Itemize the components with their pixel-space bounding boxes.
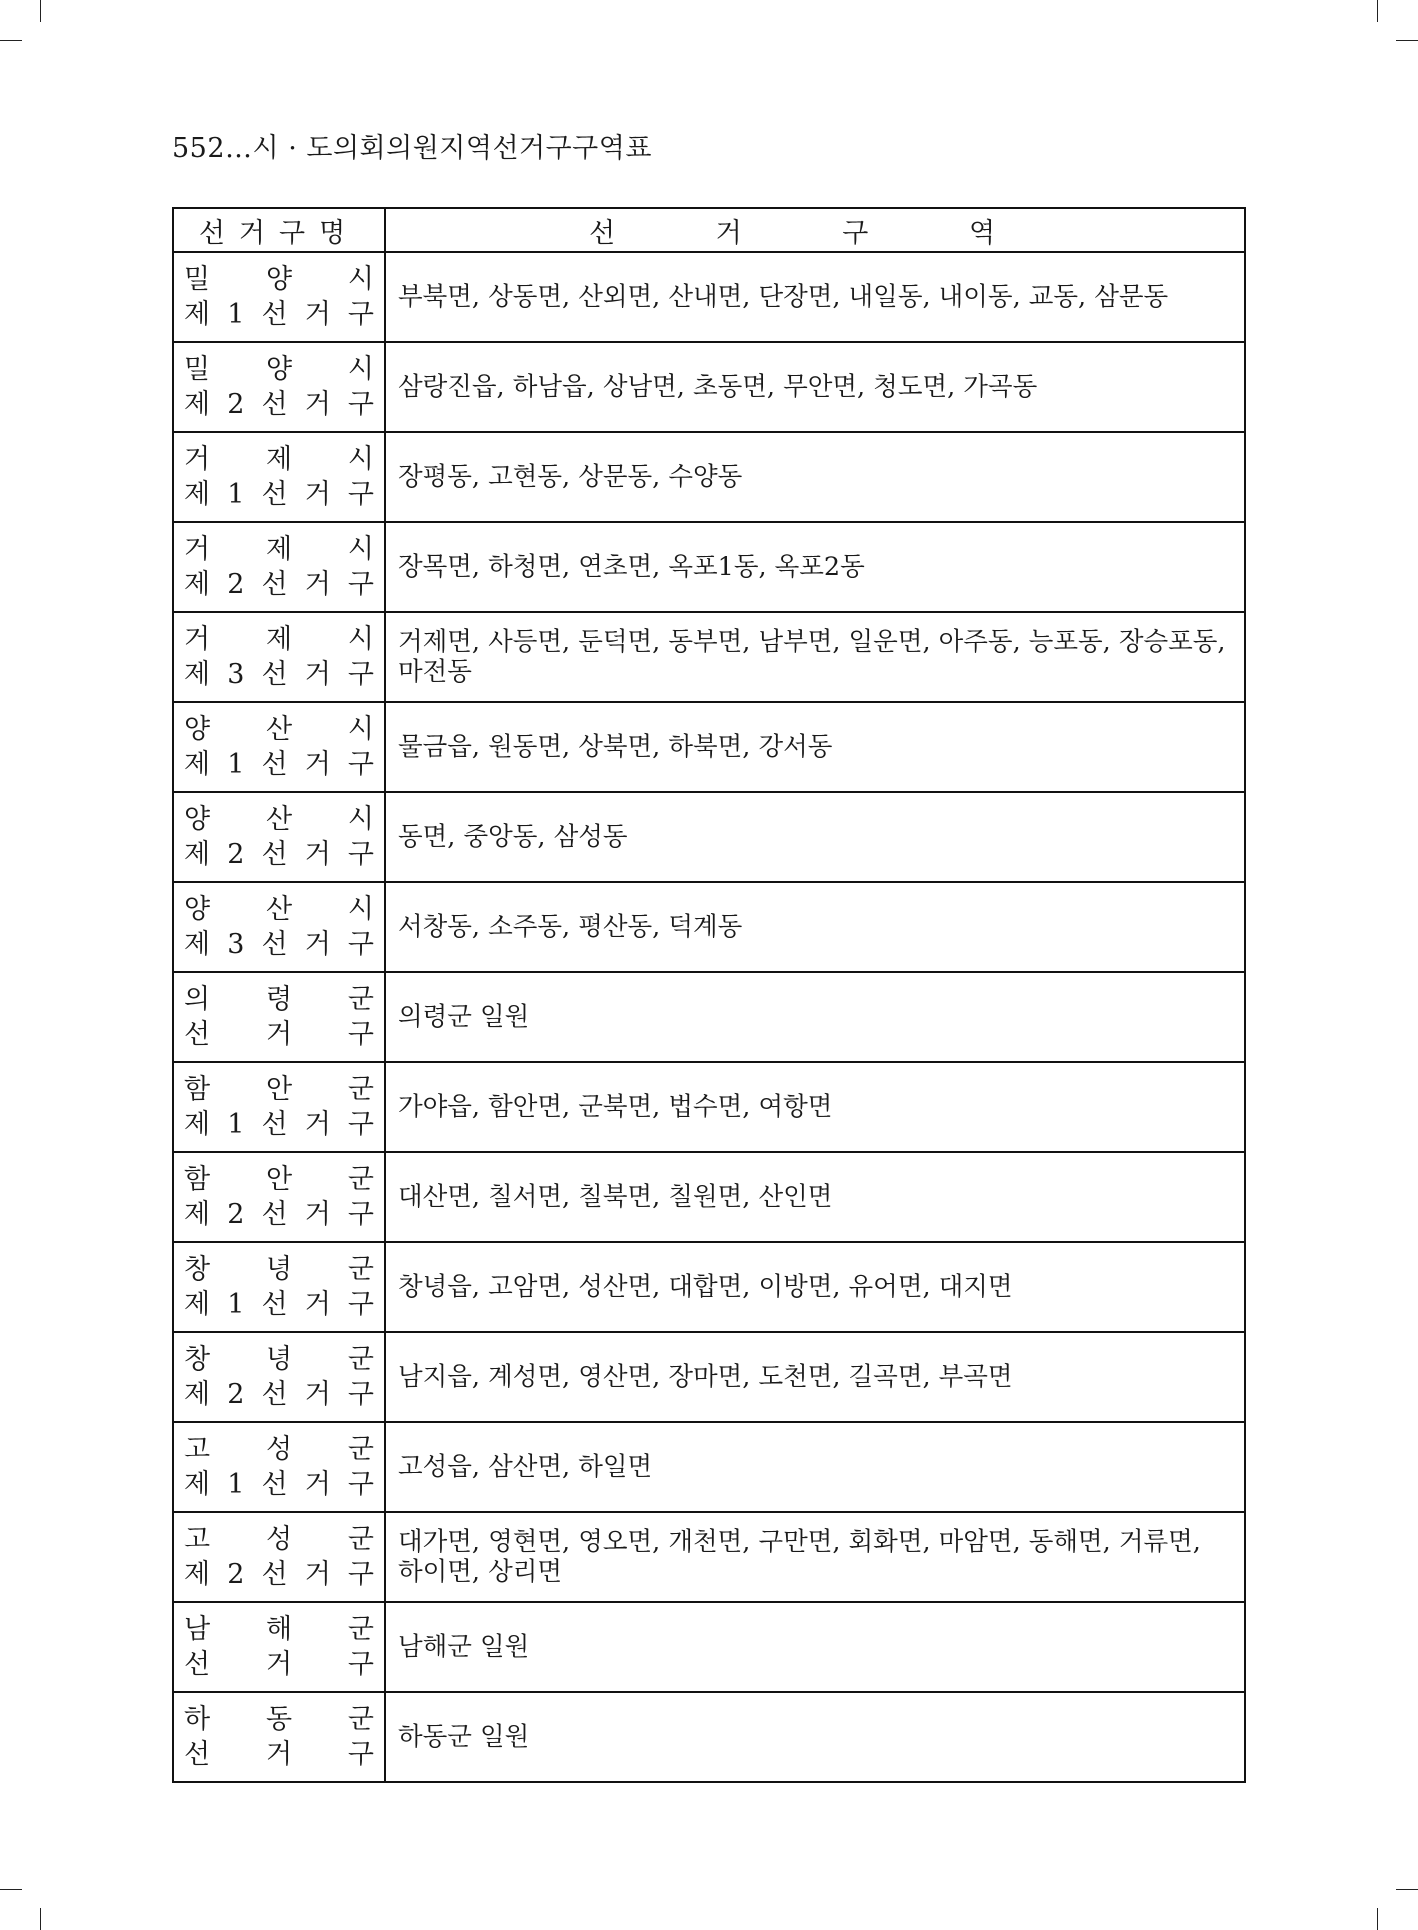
name-char: 산 xyxy=(265,714,293,745)
name-char: 제 xyxy=(265,624,293,655)
name-char: 시 xyxy=(347,804,374,835)
name-char: 거 xyxy=(304,659,331,690)
district-area-cell: 장목면, 하청면, 연초면, 옥포1동, 옥포2동 xyxy=(385,522,1245,612)
name-char: 선 xyxy=(261,929,288,960)
crop-mark xyxy=(40,0,41,22)
district-area-cell: 하동군 일원 xyxy=(385,1692,1245,1782)
district-city-line xyxy=(184,352,374,387)
name-char: 1 xyxy=(227,479,245,510)
name-char: 함 xyxy=(184,1164,211,1195)
name-char: 2 xyxy=(227,1559,245,1590)
name-char: 제 xyxy=(184,929,211,960)
name-char: 거 xyxy=(265,1739,293,1770)
name-char: 거 xyxy=(304,1199,331,1230)
name-char: 구 xyxy=(347,929,374,960)
district-name-cell xyxy=(173,342,385,432)
name-char: 구 xyxy=(347,479,374,510)
district-name-cell xyxy=(173,1242,385,1332)
name-char: 거 xyxy=(265,1649,293,1680)
name-char: 구 xyxy=(347,1109,374,1140)
name-char: 선 xyxy=(261,1469,288,1500)
district-number-line xyxy=(184,657,374,692)
district-area-cell: 창녕읍, 고암면, 성산면, 대합면, 이방면, 유어면, 대지면 xyxy=(385,1242,1245,1332)
name-char: 제 xyxy=(265,534,293,565)
name-char: 거 xyxy=(304,929,331,960)
name-char: 안 xyxy=(265,1074,293,1105)
name-char: 남 xyxy=(184,1614,211,1645)
name-char: 군 xyxy=(347,984,374,1015)
district-name-cell xyxy=(173,1062,385,1152)
name-char: 거 xyxy=(304,1559,331,1590)
name-char: 녕 xyxy=(265,1344,293,1375)
name-char: 구 xyxy=(347,659,374,690)
district-city-line xyxy=(184,802,374,837)
name-char: 제 xyxy=(184,1289,211,1320)
district-name-cell xyxy=(173,522,385,612)
district-name-cell xyxy=(173,1602,385,1692)
name-char: 양 xyxy=(184,804,211,835)
name-char: 거 xyxy=(304,1289,331,1320)
name-char: 선 xyxy=(261,1109,288,1140)
name-char: 시 xyxy=(347,894,374,925)
district-number-line xyxy=(184,1557,374,1592)
name-char: 구 xyxy=(347,1019,374,1050)
name-char: 구 xyxy=(347,839,374,870)
name-char: 창 xyxy=(184,1344,211,1375)
name-char: 거 xyxy=(265,1019,293,1050)
district-name-cell xyxy=(173,1512,385,1602)
name-char: 선 xyxy=(261,389,288,420)
district-area-cell: 남해군 일원 xyxy=(385,1602,1245,1692)
district-city-line xyxy=(184,712,374,747)
name-char: 제 xyxy=(184,749,211,780)
name-char: 1 xyxy=(227,1109,245,1140)
crop-mark xyxy=(1377,1908,1378,1930)
name-char: 양 xyxy=(184,714,211,745)
district-area-cell: 남지읍, 계성면, 영산면, 장마면, 도천면, 길곡면, 부곡면 xyxy=(385,1332,1245,1422)
name-char: 선 xyxy=(261,1289,288,1320)
name-char: 군 xyxy=(347,1524,374,1555)
column-header-district-area: 선 거 구 역 xyxy=(385,208,1245,252)
district-city-line xyxy=(184,262,374,297)
crop-mark xyxy=(1377,0,1378,22)
name-char: 시 xyxy=(347,264,374,295)
district-city-line xyxy=(184,1342,374,1377)
name-char: 거 xyxy=(304,299,331,330)
name-char: 양 xyxy=(265,354,293,385)
name-char: 성 xyxy=(265,1434,293,1465)
district-number-line xyxy=(184,1287,374,1322)
column-header-district-name: 선거구명 xyxy=(173,208,385,252)
district-area-cell: 고성읍, 삼산면, 하일면 xyxy=(385,1422,1245,1512)
name-char: 선 xyxy=(184,1649,211,1680)
district-number-line xyxy=(184,1647,374,1682)
name-char: 동 xyxy=(265,1704,293,1735)
district-city-line xyxy=(184,1612,374,1647)
district-number-line xyxy=(184,1107,374,1142)
name-char: 1 xyxy=(227,299,245,330)
district-area-cell: 장평동, 고현동, 상문동, 수양동 xyxy=(385,432,1245,522)
table-row xyxy=(173,1422,1245,1512)
district-area-cell: 부북면, 상동면, 산외면, 산내면, 단장면, 내일동, 내이동, 교동, 삼문동 xyxy=(385,252,1245,342)
table-row xyxy=(173,882,1245,972)
district-name-cell xyxy=(173,792,385,882)
name-char: 3 xyxy=(227,659,245,690)
district-city-line xyxy=(184,982,374,1017)
district-number-line xyxy=(184,297,374,332)
crop-mark xyxy=(0,1889,22,1890)
name-char: 양 xyxy=(184,894,211,925)
district-number-line xyxy=(184,1377,374,1412)
name-char: 양 xyxy=(265,264,293,295)
table-row xyxy=(173,1332,1245,1422)
district-number-line xyxy=(184,1467,374,1502)
district-area-cell: 거제면, 사등면, 둔덕면, 동부면, 남부면, 일운면, 아주동, 능포동, 장승포동, 마전동 xyxy=(385,612,1245,702)
table-row xyxy=(173,252,1245,342)
name-char: 구 xyxy=(347,1649,374,1680)
name-char: 구 xyxy=(347,1469,374,1500)
name-char: 군 xyxy=(347,1164,374,1195)
district-name-cell xyxy=(173,1332,385,1422)
name-char: 제 xyxy=(184,479,211,510)
name-char: 구 xyxy=(347,299,374,330)
name-char: 선 xyxy=(261,1379,288,1410)
district-name-cell xyxy=(173,1422,385,1512)
table-row xyxy=(173,522,1245,612)
table-row xyxy=(173,972,1245,1062)
name-char: 선 xyxy=(261,569,288,600)
name-char: 제 xyxy=(184,839,211,870)
table-row xyxy=(173,792,1245,882)
name-char: 군 xyxy=(347,1704,374,1735)
name-char: 시 xyxy=(347,714,374,745)
name-char: 녕 xyxy=(265,1254,293,1285)
name-char: 함 xyxy=(184,1074,211,1105)
name-char: 시 xyxy=(347,534,374,565)
district-city-line xyxy=(184,1072,374,1107)
district-number-line xyxy=(184,1017,374,1052)
district-number-line xyxy=(184,477,374,512)
name-char: 1 xyxy=(227,1469,245,1500)
name-char: 선 xyxy=(261,659,288,690)
name-char: 시 xyxy=(347,624,374,655)
district-number-line xyxy=(184,747,374,782)
district-name-cell xyxy=(173,972,385,1062)
district-area-cell: 삼랑진읍, 하남읍, 상남면, 초동면, 무안면, 청도면, 가곡동 xyxy=(385,342,1245,432)
name-char: 거 xyxy=(304,1109,331,1140)
name-char: 군 xyxy=(347,1074,374,1105)
name-char: 거 xyxy=(184,444,211,475)
name-char: 선 xyxy=(261,749,288,780)
name-char: 거 xyxy=(184,624,211,655)
district-name-cell xyxy=(173,432,385,522)
name-char: 안 xyxy=(265,1164,293,1195)
name-char: 거 xyxy=(304,389,331,420)
name-char: 선 xyxy=(261,479,288,510)
name-char: 군 xyxy=(347,1434,374,1465)
district-name-cell xyxy=(173,612,385,702)
table-row xyxy=(173,612,1245,702)
name-char: 거 xyxy=(184,534,211,565)
district-city-line xyxy=(184,1432,374,1467)
name-char: 하 xyxy=(184,1704,211,1735)
crop-mark xyxy=(40,1908,41,1930)
name-char: 제 xyxy=(184,659,211,690)
name-char: 산 xyxy=(265,804,293,835)
name-char: 거 xyxy=(304,839,331,870)
name-char: 거 xyxy=(304,479,331,510)
district-number-line xyxy=(184,567,374,602)
name-char: 2 xyxy=(227,1199,245,1230)
district-city-line xyxy=(184,1252,374,1287)
name-char: 구 xyxy=(347,1199,374,1230)
name-char: 제 xyxy=(184,299,211,330)
name-char: 창 xyxy=(184,1254,211,1285)
name-char: 거 xyxy=(304,569,331,600)
name-char: 군 xyxy=(347,1614,374,1645)
name-char: 선 xyxy=(184,1019,211,1050)
district-area-cell: 서창동, 소주동, 평산동, 덕계동 xyxy=(385,882,1245,972)
name-char: 구 xyxy=(347,1559,374,1590)
name-char: 군 xyxy=(347,1254,374,1285)
name-char: 성 xyxy=(265,1524,293,1555)
crop-mark xyxy=(0,40,22,41)
name-char: 제 xyxy=(184,1469,211,1500)
district-city-line xyxy=(184,1702,374,1737)
name-char: 의 xyxy=(184,984,211,1015)
table-row xyxy=(173,1062,1245,1152)
name-char: 제 xyxy=(184,389,211,420)
name-char: 1 xyxy=(227,1289,245,1320)
table-row xyxy=(173,342,1245,432)
name-char: 군 xyxy=(347,1344,374,1375)
name-char: 3 xyxy=(227,929,245,960)
district-name-cell xyxy=(173,1152,385,1242)
district-number-line xyxy=(184,837,374,872)
name-char: 고 xyxy=(184,1524,211,1555)
name-char: 밀 xyxy=(184,354,211,385)
name-char: 구 xyxy=(347,569,374,600)
name-char: 선 xyxy=(261,839,288,870)
name-char: 1 xyxy=(227,749,245,780)
name-char: 거 xyxy=(304,1379,331,1410)
table-header-row xyxy=(173,208,1245,252)
district-name-cell xyxy=(173,882,385,972)
name-char: 밀 xyxy=(184,264,211,295)
district-name-cell xyxy=(173,252,385,342)
district-city-line xyxy=(184,892,374,927)
name-char: 선 xyxy=(261,1199,288,1230)
name-char: 시 xyxy=(347,444,374,475)
name-char: 령 xyxy=(265,984,293,1015)
district-city-line xyxy=(184,1522,374,1557)
name-char: 고 xyxy=(184,1434,211,1465)
name-char: 구 xyxy=(347,1289,374,1320)
district-name-cell xyxy=(173,702,385,792)
district-area-cell: 동면, 중앙동, 삼성동 xyxy=(385,792,1245,882)
district-number-line xyxy=(184,1197,374,1232)
name-char: 선 xyxy=(184,1739,211,1770)
name-char: 거 xyxy=(304,749,331,780)
name-char: 산 xyxy=(265,894,293,925)
table-row xyxy=(173,432,1245,522)
district-city-line xyxy=(184,622,374,657)
table-row xyxy=(173,1242,1245,1332)
crop-mark xyxy=(1396,40,1418,41)
name-char: 제 xyxy=(184,1199,211,1230)
district-name-cell xyxy=(173,1692,385,1782)
district-area-cell: 물금읍, 원동면, 상북면, 하북면, 강서동 xyxy=(385,702,1245,792)
district-city-line xyxy=(184,442,374,477)
name-char: 2 xyxy=(227,839,245,870)
table-row xyxy=(173,1692,1245,1782)
district-area-cell: 가야읍, 함안면, 군북면, 법수면, 여항면 xyxy=(385,1062,1245,1152)
table-row xyxy=(173,1512,1245,1602)
name-char: 2 xyxy=(227,1379,245,1410)
name-char: 선 xyxy=(261,1559,288,1590)
name-char: 구 xyxy=(347,1379,374,1410)
page-header: 552…시 · 도의회의원지역선거구구역표 xyxy=(172,133,652,164)
name-char: 선 xyxy=(261,299,288,330)
district-area-cell: 대산면, 칠서면, 칠북면, 칠원면, 산인면 xyxy=(385,1152,1245,1242)
name-char: 시 xyxy=(347,354,374,385)
district-area-cell: 대가면, 영현면, 영오면, 개천면, 구만면, 회화면, 마암면, 동해면, 거류면, 하이면, 상리면 xyxy=(385,1512,1245,1602)
name-char: 2 xyxy=(227,569,245,600)
table-row xyxy=(173,702,1245,792)
name-char: 2 xyxy=(227,389,245,420)
name-char: 구 xyxy=(347,749,374,780)
name-char: 제 xyxy=(184,1379,211,1410)
table-row xyxy=(173,1602,1245,1692)
district-number-line xyxy=(184,1737,374,1772)
name-char: 거 xyxy=(304,1469,331,1500)
district-number-line xyxy=(184,927,374,962)
crop-mark xyxy=(1396,1889,1418,1890)
district-number-line xyxy=(184,387,374,422)
name-char: 해 xyxy=(265,1614,293,1645)
name-char: 제 xyxy=(184,1559,211,1590)
name-char: 제 xyxy=(184,569,211,600)
name-char: 제 xyxy=(265,444,293,475)
district-city-line xyxy=(184,532,374,567)
district-area-cell: 의령군 일원 xyxy=(385,972,1245,1062)
district-city-line xyxy=(184,1162,374,1197)
table-row xyxy=(173,1152,1245,1242)
name-char: 구 xyxy=(347,389,374,420)
name-char: 제 xyxy=(184,1109,211,1140)
name-char: 구 xyxy=(347,1739,374,1770)
district-table xyxy=(172,207,1246,1783)
